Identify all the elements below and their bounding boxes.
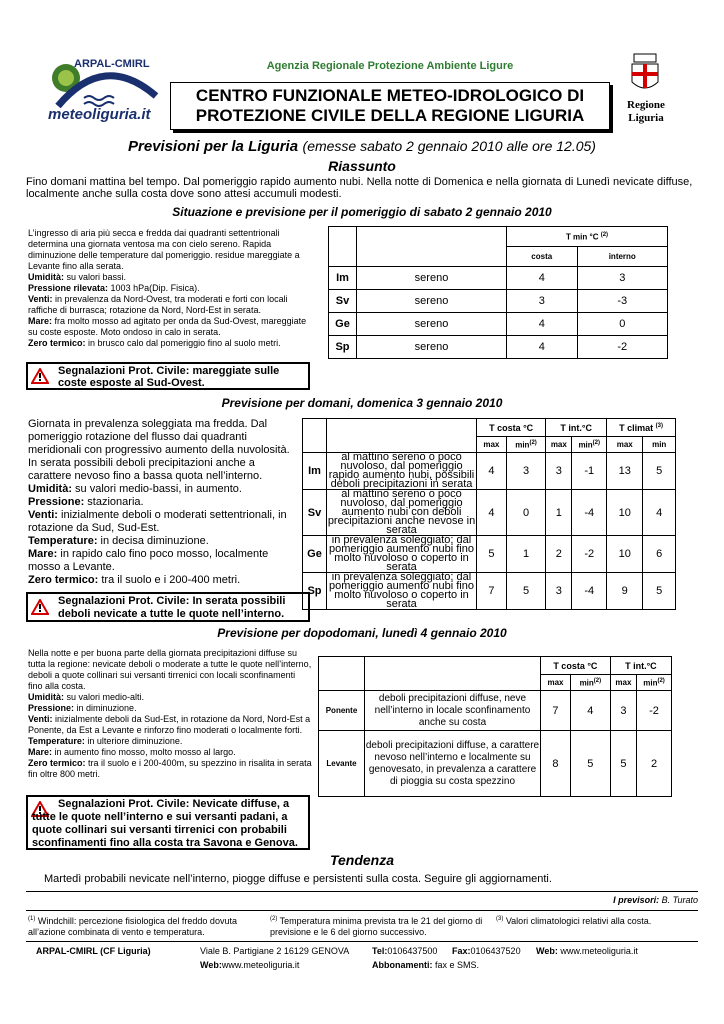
today-item	[28, 272, 308, 283]
today-warning-text: Segnalazioni Prot. Civile: mareggiate sulle coste esposte al Sud-Ovest.	[58, 365, 280, 389]
sub-header	[572, 437, 607, 453]
sky-cell: sereno	[357, 336, 507, 359]
value-cell: -2	[572, 536, 607, 573]
zone-cell: Im	[303, 453, 327, 490]
web2-value: www.meteoliguria.it	[221, 960, 300, 970]
value-cell: 3	[610, 691, 636, 731]
dayafter-intro: Nella notte e per buona parte della giornata precipitazioni diffuse su tutta la regione: nevicate deboli o moderate a tutte le quote nell’interno, deboli a quote collinari sui versanti tirrenici con locali sconfinamenti fino alla costa.	[28, 648, 312, 691]
group-header: T costa °C	[541, 657, 611, 675]
sub-header	[546, 437, 572, 453]
corner-cell	[319, 657, 365, 691]
trend-text: Martedì probabili nevicate nell’interno, piogge diffuse e persistenti sulla costa. Seguire gli aggiornamenti.	[44, 873, 552, 885]
zone-cell: Ponente	[319, 691, 365, 731]
value-cell: 3	[507, 290, 578, 313]
today-warning-box	[26, 362, 310, 390]
tomorrow-item	[28, 574, 298, 587]
footnote-text: Valori climatologici relativi alla costa.	[503, 916, 652, 926]
value-cell: -2	[577, 336, 667, 359]
footer-web-2[interactable]	[200, 960, 299, 970]
summary-heading: Riassunto	[328, 158, 396, 174]
value-cell: -4	[572, 573, 607, 610]
zone-cell: Sv	[329, 290, 357, 313]
value-cell: 4	[477, 453, 507, 490]
sub-header	[570, 675, 610, 691]
region-label-1: Regione	[627, 99, 665, 111]
tomorrow-item	[28, 483, 298, 496]
dayafter-item	[28, 703, 312, 714]
footnote-3	[496, 914, 696, 927]
logo-bottom-text: meteoliguria.it	[48, 106, 151, 123]
value-cell: 5	[477, 536, 507, 573]
today-heading: Situazione e previsione per il pomeriggio di sabato 2 gennaio 2010	[172, 205, 552, 219]
item-text: in aumento fino mosso, molto mosso al largo.	[52, 747, 236, 757]
dayafter-item	[28, 692, 312, 703]
item-text: in decisa diminuzione.	[97, 535, 209, 547]
tomorrow-intro: Giornata in prevalenza soleggiata ma fredda. Dal pomeriggio rotazione del flusso dai quadranti meridionali con progressivo aumento della nuvolosità. In serata possibili deboli precipitazioni anche a carattere nevoso fino a bassa quota nell’interno.	[28, 418, 290, 482]
footer-web[interactable]	[536, 946, 638, 956]
today-item	[28, 338, 308, 349]
item-label: Umidità:	[28, 692, 64, 702]
region-label-2: Liguria	[628, 112, 664, 124]
sub-header-text: max	[483, 440, 500, 449]
item-text: tra il suolo e i 200-400m, su spezzino in risalita in serata fin oltre 800 metri.	[28, 758, 312, 779]
tomorrow-warning-text: Segnalazioni Prot. Civile: In serata possibili deboli nevicate a tutte le quote nell’interno.	[58, 595, 286, 620]
item-text: stazionaria.	[84, 496, 144, 508]
value-cell: 4	[507, 267, 578, 290]
title-box	[170, 82, 610, 130]
group-header: T costa °C	[477, 419, 546, 437]
title-line1: CENTRO FUNZIONALE METEO-IDROLOGICO DI	[195, 86, 585, 105]
group-header	[607, 419, 676, 437]
forecasters	[520, 895, 698, 905]
zone-cell: Ge	[329, 313, 357, 336]
group-header-text: T climat	[619, 422, 654, 433]
zone-cell: Im	[329, 267, 357, 290]
item-label: Umidità:	[28, 483, 72, 495]
today-text	[28, 228, 308, 349]
item-label: Zero termico:	[28, 758, 86, 768]
item-label: Zero termico:	[28, 338, 86, 348]
tomorrow-heading: Previsione per domani, domenica 3 gennaio 2010	[221, 396, 503, 410]
footnote-text: Windchill: percezione fisiologica del freddo dovuta all’azione combinata di vento e temperatura.	[28, 916, 237, 937]
sub-header-text: min	[515, 440, 530, 450]
logo-top-text: ARPAL-CMIRL	[74, 58, 150, 70]
footer-address: Viale B. Partigiane 2 16129 GENOVA	[200, 946, 350, 956]
value-cell: 2	[637, 731, 672, 797]
item-label: Pressione:	[28, 703, 75, 713]
zone-cell: Sv	[303, 490, 327, 536]
sky-cell: sereno	[357, 267, 507, 290]
zone-cell: Sp	[303, 573, 327, 610]
sub-header	[610, 675, 636, 691]
value-cell: 9	[607, 573, 643, 610]
value-cell: 4	[643, 490, 676, 536]
web-value: www.meteoliguria.it	[557, 946, 638, 956]
value-cell: 3	[546, 573, 572, 610]
footnote-2	[270, 914, 494, 938]
sub-header-sup: (2)	[592, 439, 601, 446]
value-cell: 3	[546, 453, 572, 490]
footnote-num: (1)	[28, 916, 36, 922]
value-cell: -4	[572, 490, 607, 536]
value-cell: 4	[507, 313, 578, 336]
item-text: 1003 hPa(Dip. Fisica).	[108, 283, 200, 293]
group-header-sup: (3)	[655, 422, 663, 429]
footer-tel	[372, 946, 437, 956]
item-label: Mare:	[28, 747, 53, 757]
divider	[26, 891, 698, 892]
sky-header-cell	[327, 419, 477, 453]
tomorrow-text	[28, 418, 298, 587]
value-cell: 7	[477, 573, 507, 610]
item-text: su valori bassi.	[64, 272, 127, 282]
sky-cell: sereno	[357, 290, 507, 313]
sub-header-sup: (2)	[593, 677, 602, 684]
value-cell: 5	[643, 453, 676, 490]
dayafter-item	[28, 758, 312, 780]
sky-cell: deboli precipitazioni diffuse, neve nell’interno in locale sconfinamento anche su costa	[365, 691, 541, 731]
fax-value: 0106437520	[470, 946, 521, 956]
item-label: Temperature:	[28, 736, 85, 746]
sub-header	[541, 675, 571, 691]
item-label: Umidità:	[28, 272, 64, 282]
footer-org: ARPAL-CMIRL (CF Liguria)	[36, 946, 151, 956]
fax-label: Fax:	[452, 946, 471, 956]
item-label: Mare:	[28, 316, 53, 326]
item-label: Temperature:	[28, 535, 98, 547]
divider	[26, 910, 698, 911]
web2-label: Web:	[200, 960, 222, 970]
sub-header-text: min	[578, 440, 593, 450]
zone-cell: Ge	[303, 536, 327, 573]
tomorrow-item	[28, 548, 298, 574]
sky-cell: al mattino sereno o poco nuvoloso, dal pomeriggio rapido aumento nubi, possibili deboli precipitazioni in serata	[327, 453, 477, 490]
item-label: Zero termico:	[28, 574, 99, 586]
tmin-header-text: T min °C	[565, 232, 599, 242]
dayafter-item	[28, 747, 312, 758]
tmin-header	[507, 227, 668, 247]
corner-cell	[329, 227, 357, 267]
trend-heading: Tendenza	[329, 852, 395, 868]
item-label: Venti:	[28, 714, 53, 724]
value-cell: 4	[477, 490, 507, 536]
web-label: Web:	[536, 946, 558, 956]
group-header: T int.°C	[610, 657, 671, 675]
warning-icon	[31, 368, 49, 384]
value-cell: -3	[577, 290, 667, 313]
sky-header-cell	[365, 657, 541, 691]
dayafter-text	[28, 648, 312, 780]
region-crest-icon	[628, 52, 662, 96]
dayafter-warning-text: Segnalazioni Prot. Civile: Nevicate diffuse, a tutte le quote nell’interno e sui versanti padani, a quote collinari sui versanti tirrenici con probabili sconfinamenti fino alla costa tra Savona e Genova.	[32, 798, 298, 849]
sky-header-cell	[357, 227, 507, 267]
value-cell: 3	[506, 453, 546, 490]
tel-value: 0106437500	[387, 946, 438, 956]
sub-header-text: min	[643, 678, 658, 688]
item-text: in diminuzione.	[74, 703, 137, 713]
warning-icon	[31, 599, 49, 615]
item-text: fra molto mosso ad agitato per onda da Sud-Ovest, mareggiate su coste esposte. Moto ondoso in calo in serata.	[28, 316, 307, 337]
value-cell: 3	[577, 267, 667, 290]
value-cell: 10	[607, 536, 643, 573]
today-intro: L’ingresso di aria più secca e fredda dai quadranti settentrionali determina una giornata ventosa ma con cielo sereno. Rapida diminuzione delle temperature dal pomeriggio. residue mareggiate a Levante fino alla serata.	[28, 228, 300, 271]
title-line2: PROTEZIONE CIVILE DELLA REGIONE LIGURIA	[195, 106, 585, 125]
value-cell: 2	[546, 536, 572, 573]
sub-header-text: max	[616, 440, 633, 449]
value-cell: 1	[506, 536, 546, 573]
forecasters-label: I previsori:	[613, 895, 660, 905]
col-costa: costa	[507, 247, 578, 267]
today-table	[328, 226, 668, 359]
forecast-issued: (emesse sabato 2 gennaio 2010 alle ore 12.05)	[302, 138, 596, 154]
value-cell: 8	[541, 731, 571, 797]
divider	[26, 941, 698, 942]
summary-text: Fino domani mattina bel tempo. Dal pomeriggio rapido aumento nubi. Nella notte di Domenica e nella giornata di Lunedì nevicate diffuse, localmente anche sulla costa dove sono attesi accumuli modesti.	[26, 176, 693, 200]
forecast-title-row	[0, 138, 724, 156]
item-text: inizialmente deboli da Sud-Est, in rotazione da Nord, Nord-Est a Ponente, da Est a Levante e rinforzo fino moderati o localmente forti.	[28, 714, 311, 735]
tmin-header-sup: (2)	[600, 231, 609, 238]
sub-value: fax e SMS.	[432, 960, 480, 970]
sub-header-text: max	[615, 678, 632, 687]
value-cell: -2	[637, 691, 672, 731]
sub-header-text: min	[579, 678, 594, 688]
sub-header	[643, 437, 676, 453]
dayafter-item	[28, 736, 312, 747]
dayafter-warning-box	[26, 795, 310, 850]
arpal-logo	[44, 56, 164, 126]
col-interno: interno	[577, 247, 667, 267]
today-item	[28, 316, 308, 338]
tomorrow-warning-box	[26, 592, 310, 622]
group-header: T int.°C	[546, 419, 607, 437]
item-label: Mare:	[28, 548, 58, 560]
sub-header	[637, 675, 672, 691]
value-cell: 5	[570, 731, 610, 797]
value-cell: 4	[570, 691, 610, 731]
item-text: su valori medio-bassi, in aumento.	[72, 483, 242, 495]
item-label: Pressione rilevata:	[28, 283, 109, 293]
footnote-text: Temperatura minima prevista tra le 21 del giorno di previsione e le 6 del giorno successivo.	[270, 916, 483, 937]
sky-cell: al mattino sereno o poco nuvoloso, dal pomeriggio aumento nubi con deboli precipitazioni anche nevose in serata	[327, 488, 476, 536]
item-text: in prevalenza da Nord-Ovest, tra moderati e forti con locali raffiche di burrasca; rotazione da Nord, Nord-Est in serata.	[28, 294, 288, 315]
sub-header-sup: (2)	[529, 439, 537, 446]
tomorrow-item	[28, 535, 298, 548]
sky-cell: sereno	[357, 313, 507, 336]
corner-cell	[303, 419, 327, 453]
value-cell: 5	[506, 573, 546, 610]
dayafter-table	[318, 656, 672, 797]
sky-cell: deboli precipitazioni diffuse, a carattere nevoso nell’interno e localmente su genovesato, in prevalenza a carattere di pioggia su costa spezzino	[365, 731, 541, 797]
footnote-1	[28, 914, 264, 938]
sub-header	[506, 437, 546, 453]
item-label: Venti:	[28, 294, 53, 304]
forecasters-name: B. Turato	[659, 895, 698, 905]
item-label: Pressione:	[28, 496, 85, 508]
sub-header	[607, 437, 643, 453]
sub-label: Abbonamenti:	[372, 960, 433, 970]
value-cell: 5	[643, 573, 676, 610]
value-cell: 1	[546, 490, 572, 536]
tel-label: Tel:	[372, 946, 388, 956]
value-cell: 7	[541, 691, 571, 731]
region-label	[620, 99, 672, 125]
footnote-num: (2)	[270, 916, 278, 922]
value-cell: 0	[577, 313, 667, 336]
item-text: in ulteriore diminuzione.	[84, 736, 183, 746]
sky-cell: in prevalenza soleggiato; dal pomeriggio aumento nubi fino molto nuvoloso o coperto in serata	[327, 536, 477, 573]
agency-name: Agenzia Regionale Protezione Ambiente Ligure	[266, 60, 514, 72]
value-cell: -1	[572, 453, 607, 490]
sky-cell: in prevalenza soleggiato; dal pomeriggio aumento nubi fino molto nuvoloso o coperto in serata	[327, 573, 477, 610]
item-label: Venti:	[28, 509, 58, 521]
value-cell: 5	[610, 731, 636, 797]
item-text: su valori medio-alti.	[64, 692, 145, 702]
item-text: inizialmente deboli o moderati settentrionali, in rotazione da Sud, Sud-Est.	[28, 509, 287, 534]
value-cell: 6	[643, 536, 676, 573]
forecast-title: Previsioni per la Liguria	[128, 138, 299, 155]
item-text: in rapido calo fino poco mosso, localmente mosso a Levante.	[28, 548, 269, 573]
tomorrow-item	[28, 496, 298, 509]
value-cell: 4	[507, 336, 578, 359]
today-item	[28, 294, 308, 316]
footer-subscriptions	[372, 960, 479, 970]
sub-header-text: max	[550, 440, 567, 449]
value-cell: 13	[607, 453, 643, 490]
item-text: tra il suolo e i 200-400 metri.	[98, 574, 241, 586]
value-cell: 10	[607, 490, 643, 536]
value-cell: 0	[506, 490, 546, 536]
item-text: in brusco calo dal pomeriggio fino al suolo metri.	[85, 338, 281, 348]
dayafter-item	[28, 714, 312, 736]
dayafter-heading: Previsione per dopodomani, lunedì 4 gennaio 2010	[217, 626, 507, 640]
footer-fax	[452, 946, 521, 956]
tomorrow-item	[28, 509, 298, 535]
footnote-num: (3)	[496, 916, 504, 922]
today-item	[28, 283, 308, 294]
tomorrow-table	[302, 418, 676, 610]
sub-header-text: max	[547, 678, 564, 687]
sub-header-text: min	[652, 440, 667, 449]
sub-header-sup: (2)	[657, 677, 665, 684]
zone-cell: Sp	[329, 336, 357, 359]
sub-header	[477, 437, 507, 453]
zone-cell: Levante	[319, 731, 365, 797]
